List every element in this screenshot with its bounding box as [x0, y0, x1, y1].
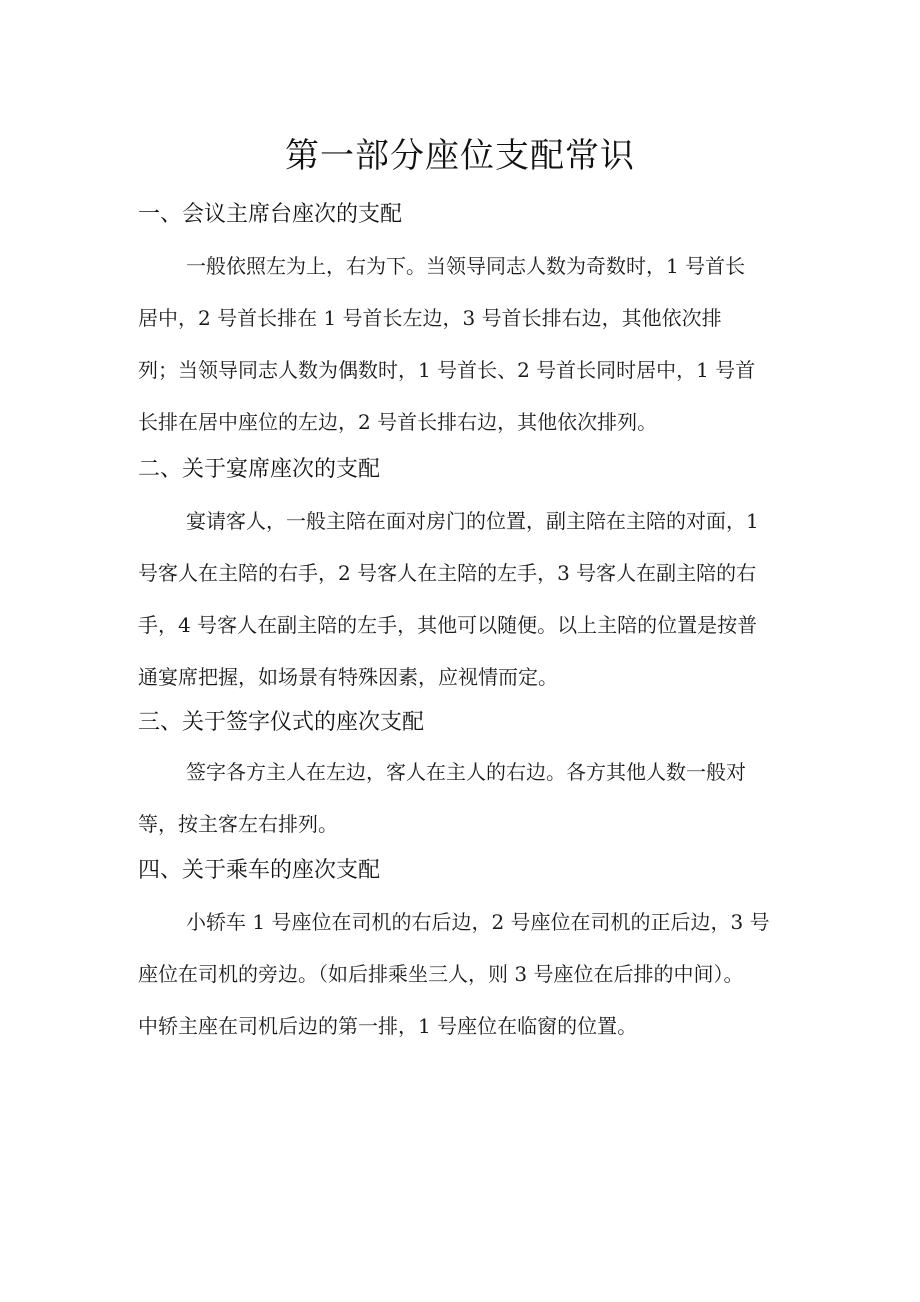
paragraph-line: 等，按主客左右排列。: [138, 812, 338, 836]
paragraph-line: 手，4 号客人在副主陪的左手，其他可以随便。以上主陪的位置是按普: [138, 613, 758, 637]
paragraph-line: 一般依照左为上，右为下。当领导同志人数为奇数时，1 号首长: [186, 254, 746, 278]
section-heading-banquet: 二、关于宴席座次的支配: [138, 457, 381, 482]
paragraph-line: 宴请客人，一般主陪在面对房门的位置，副主陪在主陪的对面，1: [186, 509, 759, 533]
paragraph-line: 签字各方主人在左边，客人在主人的右边。各方其他人数一般对: [186, 760, 746, 784]
paragraph-line: 长排在居中座位的左边，2 号首长排右边，其他依次排列。: [138, 410, 658, 434]
paragraph-line: 居中，2 号首长排在 1 号首长左边，3 号首长排右边，其他依次排: [138, 306, 722, 330]
paragraph-line: 座位在司机的旁边。（如后排乘坐三人，则 3 号座位在后排的中间）。: [138, 962, 744, 986]
paragraph-line: 通宴席把握，如场景有特殊因素，应视情而定。: [138, 665, 558, 689]
section-heading-car-seating: 四、关于乘车的座次支配: [138, 858, 381, 883]
section-heading-signing-ceremony: 三、关于签字仪式的座次支配: [138, 710, 425, 735]
document-title: 第一部分座位支配常识: [285, 136, 635, 176]
paragraph-line: 号客人在主陪的右手，2 号客人在主陪的左手，3 号客人在副主陪的右: [138, 561, 757, 585]
section-paragraph-banquet: [138, 495, 808, 703]
section-paragraph-signing-ceremony: [138, 746, 808, 850]
section-paragraph-car-seating: [138, 896, 808, 1052]
paragraph-line: 小轿车 1 号座位在司机的右后边，2 号座位在司机的正后边，3 号: [186, 910, 770, 934]
paragraph-line: 列；当领导同志人数为偶数时，1 号首长、2 号首长同时居中，1 号首: [138, 358, 756, 382]
paragraph-line: 中轿主座在司机后边的第一排，1 号座位在临窗的位置。: [138, 1014, 638, 1038]
section-heading-meeting-podium: 一、会议主席台座次的支配: [138, 202, 403, 227]
section-paragraph-meeting-podium: [138, 240, 808, 448]
